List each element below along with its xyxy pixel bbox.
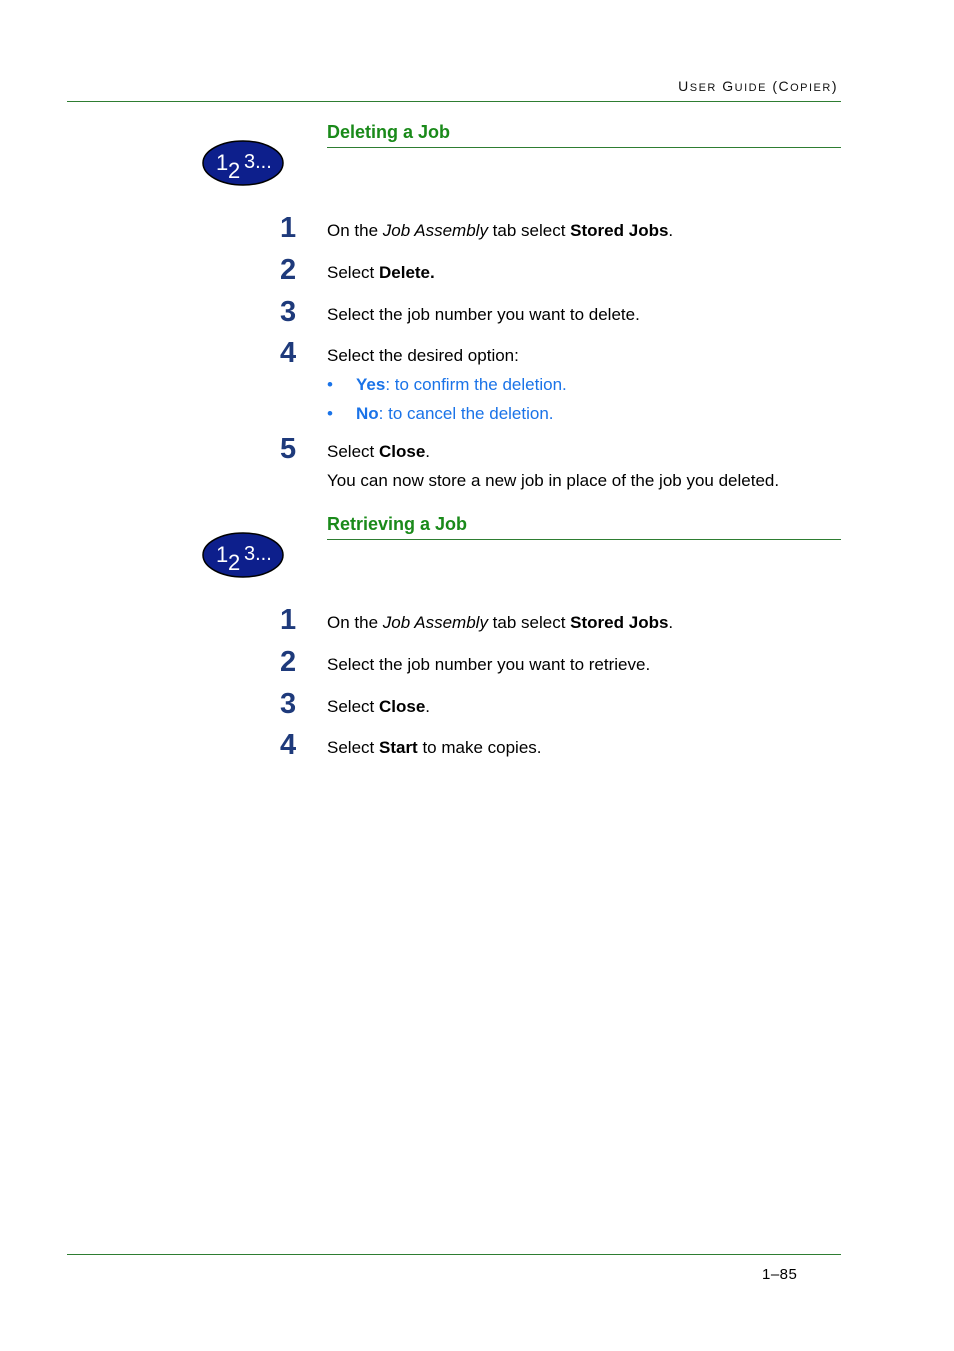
svg-text:2: 2	[228, 158, 241, 183]
option-yes: • Yes: to confirm the deletion.	[327, 375, 567, 394]
page-number: 1–85	[762, 1266, 798, 1283]
section-title-deleting: Deleting a Job	[327, 122, 451, 142]
step-text: Select the desired option:	[327, 346, 519, 365]
section-rule-retrieving	[327, 539, 841, 540]
step-number: 3	[280, 688, 297, 720]
step-number: 3	[280, 296, 297, 328]
footer-rule	[67, 1254, 841, 1255]
svg-text:3...: 3...	[244, 151, 272, 173]
step-text: Select the job number you want to delete.	[327, 305, 640, 324]
option-no: • No: to cancel the deletion.	[327, 404, 554, 423]
running-header: USER GUIDE (COPIER)	[678, 78, 838, 94]
step-text: Select Start to make copies.	[327, 738, 542, 757]
step-number: 2	[280, 646, 297, 678]
svg-text:1: 1	[216, 150, 229, 175]
procedure-badge-icon	[202, 140, 284, 186]
procedure-badge-icon	[202, 532, 284, 578]
svg-text:1: 1	[216, 542, 229, 567]
step-text: Select the job number you want to retrieve.	[327, 655, 651, 674]
svg-text:2: 2	[228, 550, 241, 575]
step-number: 1	[280, 604, 297, 636]
step-text: Select Delete.	[327, 263, 435, 282]
step-number: 5	[280, 433, 297, 465]
header-rule	[67, 101, 841, 102]
step-note: You can now store a new job in place of the job you deleted.	[327, 471, 780, 490]
step-number: 2	[280, 254, 297, 286]
section-rule-deleting	[327, 147, 841, 148]
step-text: On the Job Assembly tab select Stored Jobs.	[327, 221, 674, 240]
step-number: 1	[280, 212, 297, 244]
step-text: On the Job Assembly tab select Stored Jobs.	[327, 613, 674, 632]
section-title-retrieving: Retrieving a Job	[327, 514, 468, 534]
step-text: Select Close.	[327, 697, 431, 716]
step-number: 4	[280, 729, 297, 761]
step-number: 4	[280, 337, 297, 369]
step-text: Select Close.	[327, 442, 431, 461]
svg-text:3...: 3...	[244, 543, 272, 565]
